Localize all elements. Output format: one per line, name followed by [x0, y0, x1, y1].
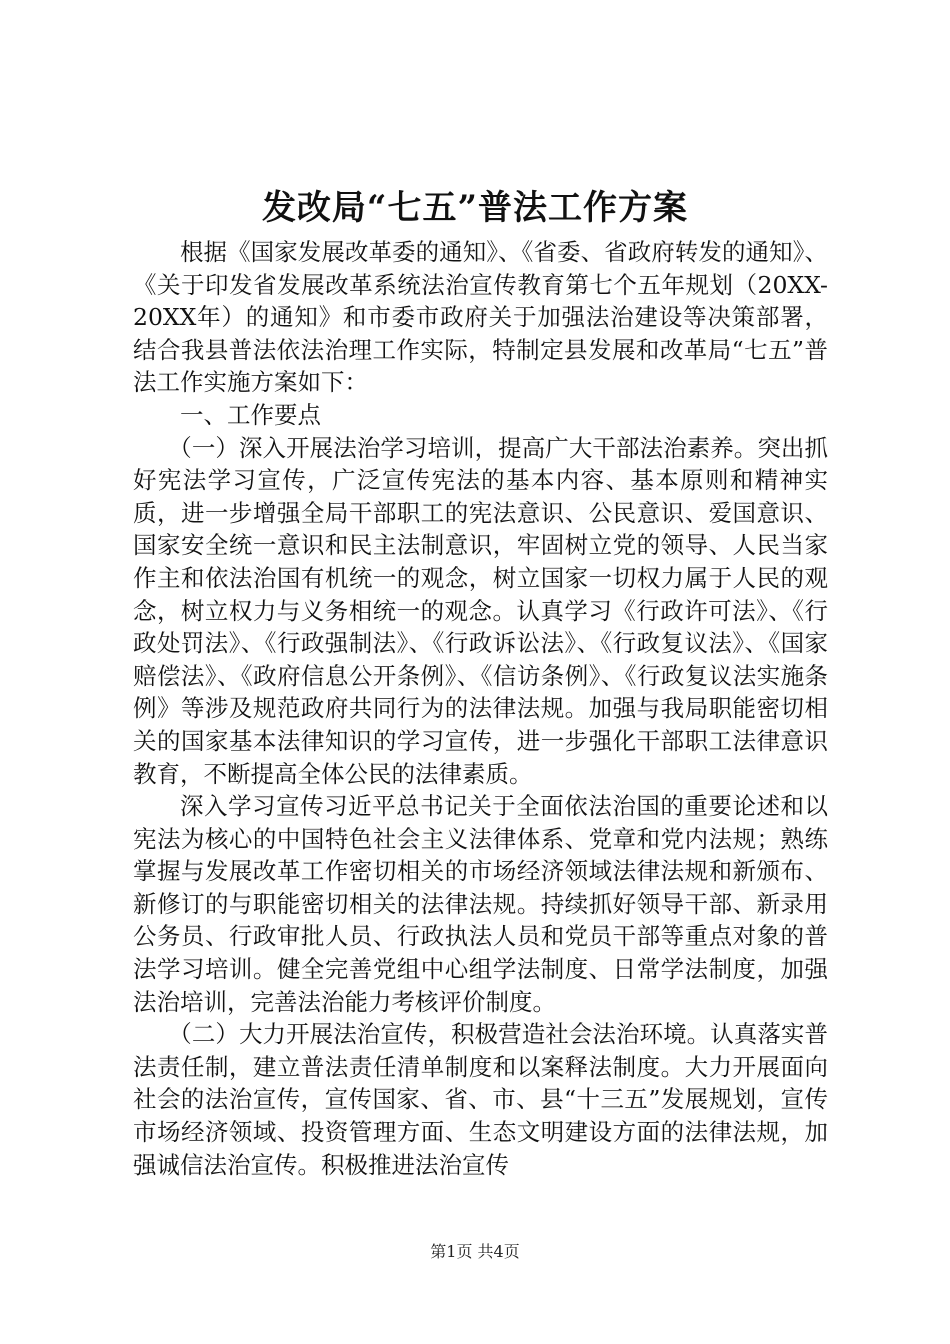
paragraph-study-publicity: 深入学习宣传习近平总书记关于全面依法治国的重要论述和以宪法为核心的中国特色社会主义法律体系、党章和党内法规；熟练掌握与发展改革工作密切相关的市场经济领域法律法规和新颁布、新修订的与职能密切相关的法律法规。持续抓好领导干部、新录用公务员、行政审批人员、行政执法人员和党员干部等重点对象的普法学习培训。健全完善党组中心组学法制度、日常学法制度，加强法治培训，完善法治能力考核评价制度。	[133, 792, 828, 1016]
page-number-footer: 第1页 共4页	[430, 1242, 520, 1261]
document-title: 发改局“七五”普法工作方案	[261, 188, 689, 228]
document-body	[133, 236, 828, 1181]
paragraph-item-2: （二）大力开展法治宣传，积极营造社会法治环境。认真落实普法责任制，建立普法责任清单制度和以案释法制度。大力开展面向社会的法治宣传，宣传国家、省、市、县“十三五”发展规划，宣传市场经济领域、投资管理方面、生态文明建设方面的法律法规，加强诚信法治宣传。积极推进法治宣传	[133, 1020, 828, 1179]
paragraph-item-1: （一）深入开展法治学习培训，提高广大干部法治素养。突出抓好宪法学习宣传，广泛宣传宪法的基本内容、基本原则和精神实质，进一步增强全局干部职工的宪法意识、公民意识、爱国意识、国家安全统一意识和民主法制意识，牢固树立党的领导、人民当家作主和依法治国有机统一的观念，树立国家一切权力属于人民的观念，树立权力与义务相统一的观念。认真学习《行政许可法》、《行政处罚法》、《行政强制法》、《行政诉讼法》、《行政复议法》、《国家赔偿法》、《政府信息公开条例》、《信访条例》、《行政复议法实施条例》等涉及规范政府共同行为的法律法规。加强与我局职能密切相关的国家基本法律知识的学习宣传，进一步强化干部职工法律意识教育，不断提高全体公民的法律素质。	[133, 433, 828, 788]
intro-paragraph: 根据《国家发展改革委的通知》、《省委、省政府转发的通知》、《关于印发省发展改革系统法治宣传教育第七个五年规划（20XX-20XX年）的通知》和市委市政府关于加强法治建设等决策部署，结合我县普法依法治理工作实际，特制定县发展和改革局“七五”普法工作实施方案如下：	[133, 238, 828, 397]
section-heading-work-points: 一、工作要点	[180, 400, 321, 429]
